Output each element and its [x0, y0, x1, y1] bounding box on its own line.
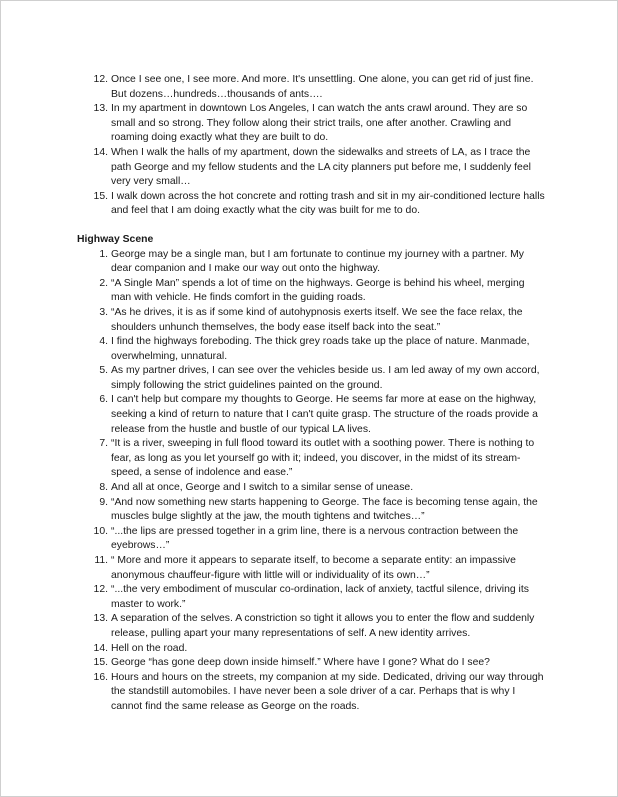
item-number: 15.	[93, 657, 108, 669]
list-item	[77, 656, 547, 671]
item-text: “As he drives, it is as if some kind of autohypnosis exerts itself. We see the face relax, the shoulders unhunch themselves, the body ease itself back into the seat.”	[111, 306, 523, 333]
list-item	[77, 612, 547, 641]
item-number: 14.	[93, 642, 108, 654]
list-item	[77, 306, 547, 335]
item-number: 13.	[93, 103, 108, 115]
list-item	[77, 437, 547, 481]
item-number: 14.	[93, 146, 108, 158]
list-item	[77, 642, 547, 657]
list-item	[77, 583, 547, 612]
item-text: Hell on the road.	[111, 642, 188, 654]
item-text: “And now something new starts happening to George. The face is becoming tense again, the muscles bulge slightly at the jaw, the mouth tightens and twitches…”	[111, 496, 538, 523]
list-item	[77, 248, 547, 277]
ants-list	[77, 73, 547, 219]
section-heading: Highway Scene	[77, 233, 154, 245]
list-item	[77, 102, 547, 146]
item-text: George “has gone deep down inside himself.” Where have I gone? What do I see?	[111, 657, 490, 669]
list-item	[77, 481, 547, 496]
item-number: 2.	[99, 277, 108, 289]
item-text: In my apartment in downtown Los Angeles, I can watch the ants crawl around. They are so small and so strong. They follow along their strict trails, one after another. Crawling and roaming doing exactly what they are built to do.	[111, 103, 528, 144]
list-item	[77, 496, 547, 525]
item-number: 11.	[94, 555, 108, 566]
item-text: And all at once, George and I switch to a similar sense of unease.	[111, 482, 414, 494]
item-text: I find the highways foreboding. The thick grey roads take up the place of nature. Manmade, overwhelming, unnatural.	[111, 336, 530, 362]
item-text: Once I see one, I see more. And more. It's unsettling. One alone, you can get rid of just fine. But dozens…hundreds…thousands of ants….	[111, 74, 534, 100]
item-number: 12.	[93, 74, 108, 85]
list-item	[77, 73, 547, 102]
list-item	[77, 364, 547, 393]
item-text: As my partner drives, I can see over the vehicles beside us. I am led away of my own accord, simply following the strict guidelines painted on the ground.	[111, 365, 540, 391]
item-text: I can't help but compare my thoughts to George. He seems far more at ease on the highway, seeking a kind of return to nature that I can't quite grasp. The structure of the roads provide a release from the hustle and bustle of our typical LA lives.	[111, 394, 538, 435]
item-number: 6.	[99, 394, 108, 406]
item-number: 3.	[99, 306, 108, 318]
item-text: A separation of the selves. A constriction so tight it allows you to enter the flow and suddenly release, pulling apart your many representations of self. A new identity arrives.	[111, 613, 535, 639]
item-number: 4.	[99, 336, 108, 348]
document-body	[77, 73, 547, 715]
item-number: 1.	[99, 248, 108, 260]
list-item	[77, 393, 547, 437]
item-text: “It is a river, sweeping in full flood toward its outlet with a soothing power. There is nothing to fear, as long as you let yourself go with it; indeed, you discover, in the midst of its stream-speed, a sense of indolence and ease.”	[111, 438, 535, 479]
list-item	[77, 277, 547, 306]
item-text: When I walk the halls of my apartment, down the sidewalks and streets of LA, as I trace the path George and my fellow students and the LA city planners put before me, I suddenly feel very very small…	[111, 146, 531, 188]
item-number: 7.	[99, 438, 108, 450]
list-item	[77, 554, 547, 583]
item-number: 5.	[99, 365, 108, 377]
list-item	[77, 525, 547, 554]
item-text: “...the lips are pressed together in a grim line, there is a nervous contraction between the eyebrows…”	[111, 525, 519, 552]
item-number: 12.	[93, 584, 108, 596]
item-text: “...the very embodiment of muscular co-ordination, lack of anxiety, tactful silence, driving its master to work.”	[111, 584, 529, 610]
item-number: 16.	[93, 671, 108, 683]
list-item	[77, 190, 547, 219]
item-number: 13.	[93, 613, 108, 625]
item-number: 9.	[99, 496, 108, 508]
list-item	[77, 146, 547, 190]
item-text: Hours and hours on the streets, my companion at my side. Dedicated, driving our way through the standstill automobiles. I have never been a sole driver of a car. Perhaps that is why I cannot find the same release as George on the roads.	[111, 671, 544, 712]
item-number: 8.	[99, 482, 108, 494]
item-text: “A Single Man” spends a lot of time on the highways. George is behind his wheel, merging man with vehicle. He finds comfort in the guiding roads.	[111, 277, 525, 304]
item-text: I walk down across the hot concrete and rotting trash and sit in my air-conditioned lecture halls and feel that I am doing exactly what the city was built for me to do.	[111, 190, 545, 217]
item-text: George may be a single man, but I am fortunate to continue my journey with a partner. My dear companion and I make our way out onto the highway.	[111, 248, 524, 275]
item-number: 15.	[93, 190, 108, 202]
item-number: 10.	[93, 525, 108, 537]
list-item	[77, 671, 547, 715]
item-text: “ More and more it appears to separate itself, to become a separate entity: an impassive anonymous chauffeur-figure with little will or individuality of its own…”	[111, 555, 516, 581]
list-item	[77, 335, 547, 364]
highway-list	[77, 248, 547, 715]
